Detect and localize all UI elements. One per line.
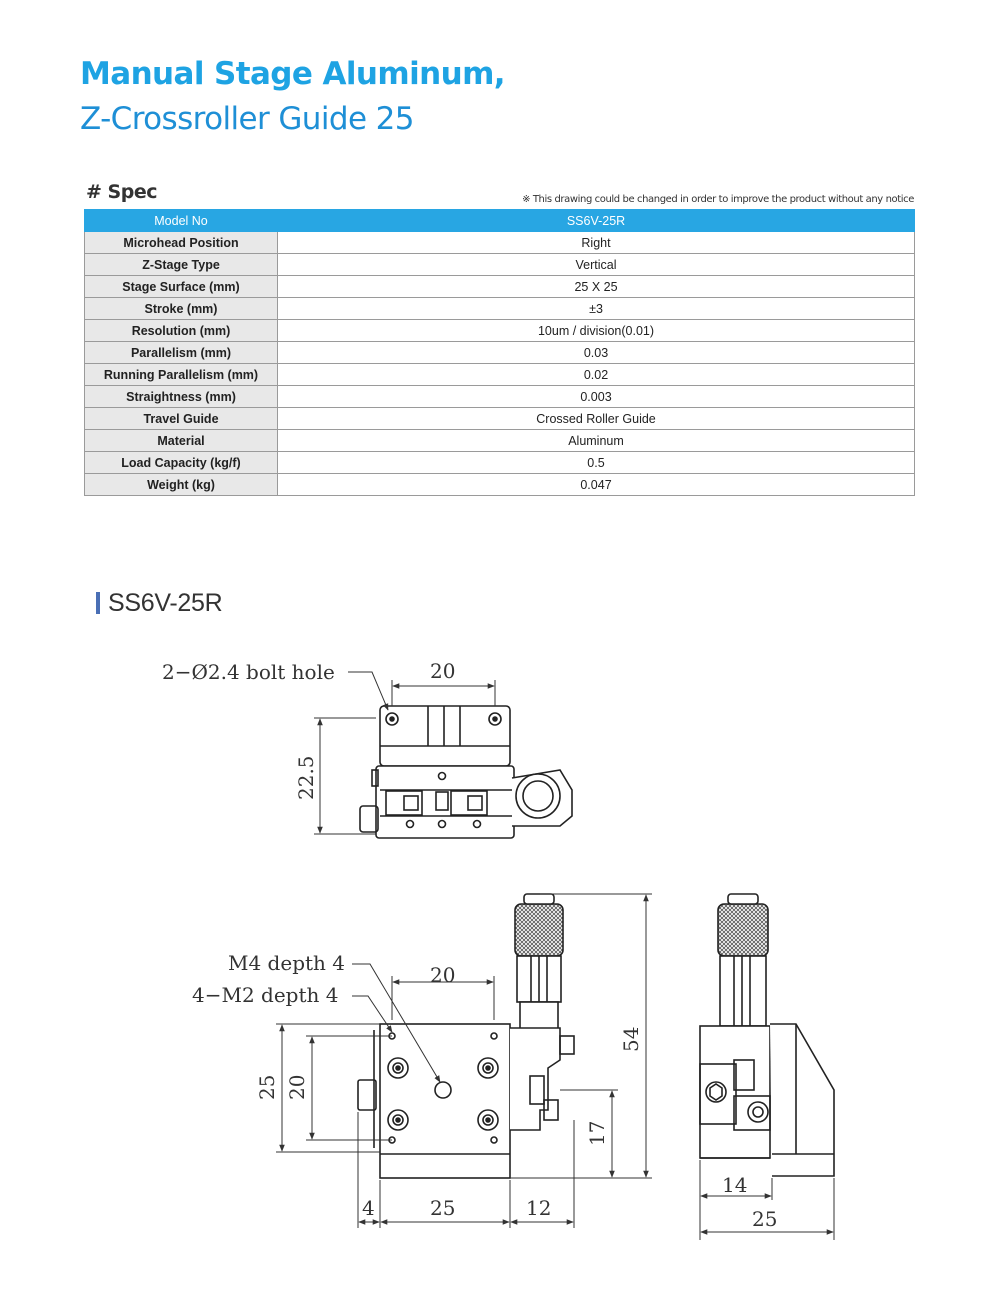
table-row bbox=[85, 298, 915, 320]
spec-row-value: 0.047 bbox=[278, 474, 915, 496]
spec-header-value: SS6V-25R bbox=[278, 210, 915, 232]
table-row bbox=[85, 452, 915, 474]
m2-note: 4−M2 depth 4 bbox=[192, 983, 339, 1007]
micrometer-bracket bbox=[510, 1028, 560, 1130]
spec-header-label: Model No bbox=[85, 210, 278, 232]
spec-row-value: Crossed Roller Guide bbox=[278, 408, 915, 430]
spec-table bbox=[84, 209, 915, 496]
dim-side-25: 25 bbox=[752, 1207, 778, 1231]
dim-front-height-20: 20 bbox=[285, 1074, 309, 1100]
dim-top-height: 22.5 bbox=[294, 755, 318, 800]
title-accent-bar bbox=[96, 592, 100, 614]
spec-row-label: Running Parallelism (mm) bbox=[85, 364, 278, 386]
spec-row-label: Weight (kg) bbox=[85, 474, 278, 496]
spec-row-value: 0.5 bbox=[278, 452, 915, 474]
spec-row-value: 25 X 25 bbox=[278, 276, 915, 298]
spec-row-value: Vertical bbox=[278, 254, 915, 276]
spec-header-row bbox=[85, 210, 915, 232]
dim-bottom-25: 25 bbox=[430, 1196, 456, 1220]
spec-row-value: Right bbox=[278, 232, 915, 254]
table-row bbox=[85, 408, 915, 430]
drawing-title bbox=[96, 589, 222, 618]
dim-height-17: 17 bbox=[585, 1120, 609, 1146]
spec-row-value: 0.03 bbox=[278, 342, 915, 364]
side-knob-icon bbox=[718, 904, 768, 956]
table-row bbox=[85, 254, 915, 276]
table-row bbox=[85, 232, 915, 254]
spec-notice: ※ This drawing could be changed in order to improve the product without any notice bbox=[522, 194, 914, 205]
table-row bbox=[85, 386, 915, 408]
spec-row-value: ±3 bbox=[278, 298, 915, 320]
spec-row-label: Material bbox=[85, 430, 278, 452]
spec-heading: # Spec bbox=[86, 181, 157, 203]
top-view bbox=[360, 706, 572, 838]
dim-side-14: 14 bbox=[722, 1173, 748, 1197]
page-title: Manual Stage Aluminum, bbox=[80, 56, 505, 92]
spec-row-label: Z-Stage Type bbox=[85, 254, 278, 276]
table-row bbox=[85, 364, 915, 386]
side-view bbox=[700, 894, 834, 1176]
page-subtitle: Z-Crossroller Guide 25 bbox=[80, 101, 414, 137]
drawing-title-text: SS6V-25R bbox=[108, 589, 223, 617]
dim-top-width: 20 bbox=[430, 659, 456, 683]
spec-row-label: Straightness (mm) bbox=[85, 386, 278, 408]
table-row bbox=[85, 342, 915, 364]
front-body bbox=[380, 1024, 510, 1178]
dim-bottom-4: 4 bbox=[362, 1196, 375, 1220]
spec-row-label: Stroke (mm) bbox=[85, 298, 278, 320]
table-row bbox=[85, 430, 915, 452]
m4-note: M4 depth 4 bbox=[228, 951, 346, 975]
spec-row-label: Stage Surface (mm) bbox=[85, 276, 278, 298]
micrometer-knob-icon bbox=[515, 904, 563, 956]
spec-row-value: 10um / division(0.01) bbox=[278, 320, 915, 342]
table-row bbox=[85, 276, 915, 298]
spec-row-label: Resolution (mm) bbox=[85, 320, 278, 342]
dim-bottom-12: 12 bbox=[526, 1196, 552, 1220]
table-row bbox=[85, 474, 915, 496]
spec-row-value: Aluminum bbox=[278, 430, 915, 452]
table-row bbox=[85, 320, 915, 342]
dim-front-width: 20 bbox=[430, 963, 456, 987]
spec-row-label: Travel Guide bbox=[85, 408, 278, 430]
dim-front-height-25: 25 bbox=[255, 1074, 279, 1100]
bolt-hole-note: 2−Ø2.4 bolt hole bbox=[162, 660, 335, 684]
spec-row-value: 0.003 bbox=[278, 386, 915, 408]
spec-row-label: Microhead Position bbox=[85, 232, 278, 254]
spec-row-label: Load Capacity (kg/f) bbox=[85, 452, 278, 474]
spec-row-label: Parallelism (mm) bbox=[85, 342, 278, 364]
dim-total-height: 54 bbox=[619, 1026, 643, 1052]
technical-drawing bbox=[0, 640, 1000, 1280]
spec-row-value: 0.02 bbox=[278, 364, 915, 386]
